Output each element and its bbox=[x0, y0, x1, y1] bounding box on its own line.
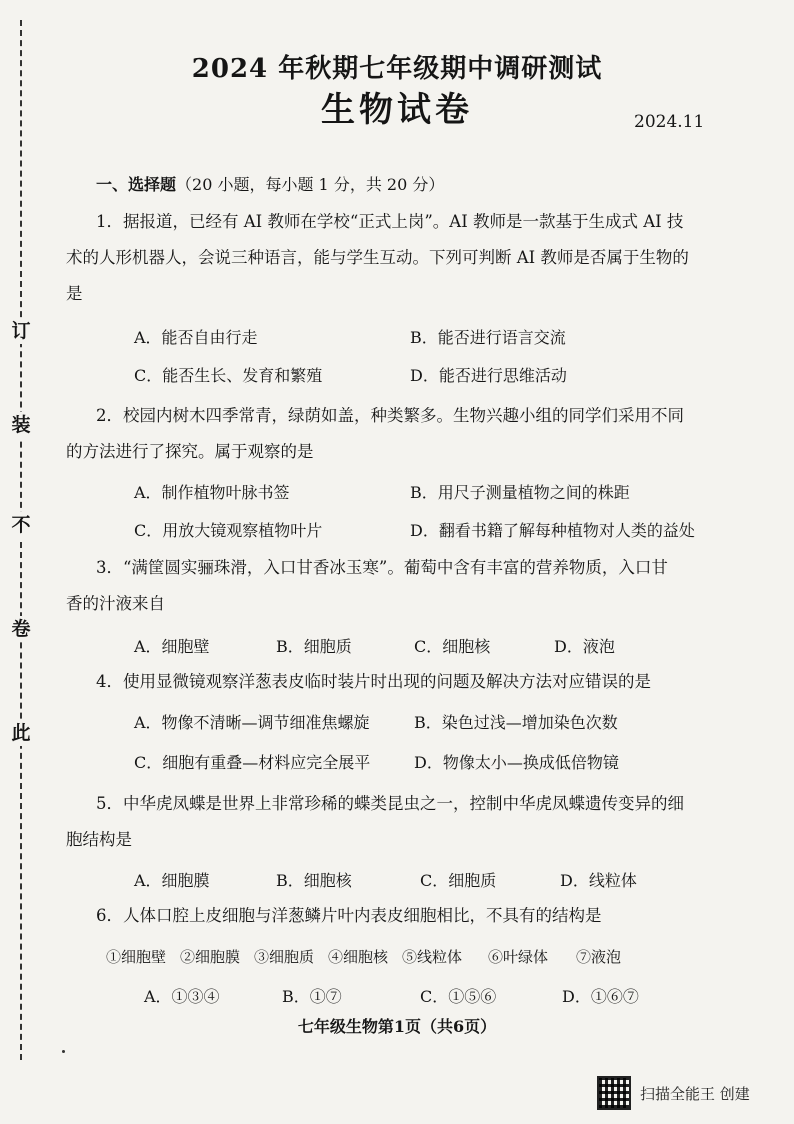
question-line: 香的汁液来自 bbox=[66, 594, 165, 613]
exam-date: 2024.11 bbox=[634, 112, 705, 132]
question-3 bbox=[66, 550, 730, 622]
q1-option-a[interactable]: A．能否自由行走 bbox=[134, 328, 258, 347]
q2-option-b[interactable]: B．用尺子测量植物之间的株距 bbox=[410, 483, 630, 502]
question-line: 胞结构是 bbox=[66, 830, 132, 849]
q6-item-3: ③细胞质 bbox=[254, 948, 315, 966]
q1-option-b[interactable]: B．能否进行语言交流 bbox=[410, 328, 566, 347]
question-6 bbox=[66, 898, 730, 934]
question-1 bbox=[66, 204, 730, 312]
q6-option-b[interactable]: B．①⑦ bbox=[282, 987, 342, 1006]
q6-option-c[interactable]: C．①⑤⑥ bbox=[420, 987, 497, 1006]
binding-char-zhuang: 装 bbox=[8, 412, 34, 438]
q2-option-c[interactable]: C．用放大镜观察植物叶片 bbox=[134, 521, 323, 540]
q2-option-a[interactable]: A．制作植物叶脉书签 bbox=[134, 483, 290, 502]
q6-option-d[interactable]: D．①⑥⑦ bbox=[562, 987, 639, 1006]
q6-option-a[interactable]: A．①③④ bbox=[144, 987, 220, 1006]
question-line: 4．使用显微镜观察洋葱表皮临时装片时出现的问题及解决方法对应错误的是 bbox=[96, 672, 651, 691]
question-line: 6．人体口腔上皮细胞与洋葱鳞片叶内表皮细胞相比，不具有的结构是 bbox=[96, 906, 602, 925]
q4-option-b[interactable]: B．染色过浅—增加染色次数 bbox=[414, 713, 618, 732]
q3-option-b[interactable]: B．细胞质 bbox=[276, 637, 352, 656]
question-line: 的方法进行了探究。属于观察的是 bbox=[66, 442, 314, 461]
question-2 bbox=[66, 398, 730, 470]
q6-item-1: ①细胞壁 bbox=[106, 948, 167, 966]
q5-option-c[interactable]: C．细胞质 bbox=[420, 871, 497, 890]
page-footer: 七年级生物第1页（共6页） bbox=[297, 1017, 497, 1036]
q6-item-7: ⑦液泡 bbox=[576, 948, 622, 966]
binding-char-bu: 不 bbox=[8, 512, 34, 538]
q4-option-d[interactable]: D．物像太小—换成低倍物镜 bbox=[414, 753, 619, 772]
scan-speck bbox=[62, 1050, 65, 1053]
binding-char-juan: 卷 bbox=[8, 616, 34, 642]
question-line: 1．据报道，已经有 AI 教师在学校“正式上岗”。AI 教师是一款基于生成式 AI 技 bbox=[96, 212, 684, 231]
section-name: 一、选择题 bbox=[96, 175, 177, 194]
question-line: 3．“满筐圆实骊珠滑，入口甘香冰玉寒”。葡萄中含有丰富的营养物质，入口甘 bbox=[96, 558, 668, 577]
q6-item-6: ⑥叶绿体 bbox=[488, 948, 549, 966]
question-line: 是 bbox=[66, 284, 83, 303]
q6-item-4: ④细胞核 bbox=[328, 948, 389, 966]
section-heading bbox=[96, 172, 444, 195]
question-5 bbox=[66, 786, 730, 858]
question-line: 术的人形机器人，会说三种语言，能与学生互动。下列可判断 AI 教师是否属于生物的 bbox=[66, 248, 689, 267]
binding-dashed-line bbox=[20, 20, 22, 1060]
section-note: （20 小题，每小题 1 分，共 20 分） bbox=[176, 175, 445, 194]
q1-option-d[interactable]: D．能否进行思维活动 bbox=[410, 366, 567, 385]
exam-title: 2024 年秋期七年级期中调研测试 bbox=[191, 54, 603, 84]
question-4 bbox=[66, 664, 730, 700]
q6-item-5: ⑤线粒体 bbox=[402, 948, 463, 966]
q5-option-d[interactable]: D．线粒体 bbox=[560, 871, 637, 890]
binding-char-ci: 此 bbox=[8, 720, 34, 746]
exam-subject: 生物试卷 bbox=[321, 90, 473, 130]
q3-option-a[interactable]: A．细胞壁 bbox=[134, 637, 210, 656]
q2-option-d[interactable]: D．翻看书籍了解每种植物对人类的益处 bbox=[410, 521, 695, 540]
binding-char-ding: 订 bbox=[8, 318, 34, 344]
q3-option-c[interactable]: C．细胞核 bbox=[414, 637, 491, 656]
q5-option-a[interactable]: A．细胞膜 bbox=[134, 871, 210, 890]
q5-option-b[interactable]: B．细胞核 bbox=[276, 871, 352, 890]
question-line: 5．中华虎凤蝶是世界上非常珍稀的蝶类昆虫之一，控制中华虎凤蝶遗传变异的细 bbox=[96, 794, 684, 813]
q3-option-d[interactable]: D．液泡 bbox=[554, 637, 615, 656]
q4-option-c[interactable]: C．细胞有重叠—材料应完全展平 bbox=[134, 753, 371, 772]
q4-option-a[interactable]: A．物像不清晰—调节细准焦螺旋 bbox=[134, 713, 370, 732]
question-line: 2．校园内树木四季常青，绿荫如盖，种类繁多。生物兴趣小组的同学们采用不同 bbox=[96, 406, 684, 425]
q1-option-c[interactable]: C．能否生长、发育和繁殖 bbox=[134, 366, 323, 385]
q6-item-2: ②细胞膜 bbox=[180, 948, 241, 966]
qr-code-icon bbox=[597, 1076, 631, 1110]
scanner-watermark: 扫描全能王 创建 bbox=[640, 1085, 750, 1103]
